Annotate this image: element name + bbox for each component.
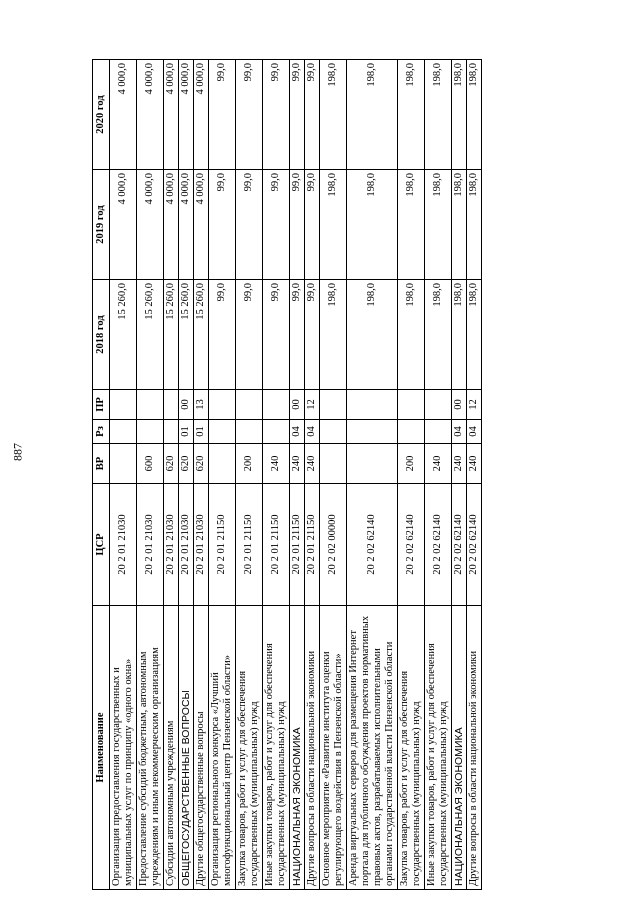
cell-vr: 620	[164, 444, 179, 484]
cell-2018: 15 260,0	[164, 280, 179, 390]
cell-2020: 4 000,0	[179, 60, 194, 170]
cell-2018: 198,0	[467, 280, 482, 390]
cell-2020: 198,0	[347, 60, 398, 170]
cell-2018: 99,0	[263, 280, 290, 390]
cell-vr	[110, 444, 137, 484]
cell-rz	[320, 420, 347, 444]
cell-2020: 4 000,0	[194, 60, 209, 170]
cell-2019: 4 000,0	[137, 170, 164, 280]
header-rz: Рз	[93, 420, 110, 444]
page-number-area	[0, 0, 36, 905]
cell-2018: 198,0	[320, 280, 347, 390]
cell-vr: 620	[194, 444, 209, 484]
cell-name: Другие общегосударственные вопросы	[194, 606, 209, 890]
cell-rz	[137, 420, 164, 444]
cell-2019: 198,0	[320, 170, 347, 280]
cell-pr	[398, 390, 425, 420]
table-row	[305, 60, 320, 890]
cell-pr	[425, 390, 452, 420]
cell-2018: 15 260,0	[137, 280, 164, 390]
cell-name: Субсидии автономным учреждениям	[164, 606, 179, 890]
cell-pr: 13	[194, 390, 209, 420]
cell-2018: 99,0	[236, 280, 263, 390]
table-row	[209, 60, 236, 890]
cell-2019: 99,0	[209, 170, 236, 280]
cell-rz	[347, 420, 398, 444]
cell-rz	[164, 420, 179, 444]
cell-csr: 20 2 01 21150	[263, 484, 290, 606]
cell-csr: 20 2 01 21150	[305, 484, 320, 606]
cell-name: Другие вопросы в области национальной экономики	[467, 606, 482, 890]
cell-2018: 15 260,0	[194, 280, 209, 390]
cell-2019: 99,0	[236, 170, 263, 280]
cell-pr	[110, 390, 137, 420]
cell-csr: 20 2 01 21030	[137, 484, 164, 606]
cell-rz: 01	[179, 420, 194, 444]
cell-name: Основное мероприятие «Развитие института оценки регулирующего воздействия в Пензенской области»	[320, 606, 347, 890]
table-row	[452, 60, 467, 890]
page-number: 887	[10, 443, 25, 461]
table-row	[320, 60, 347, 890]
cell-vr: 200	[236, 444, 263, 484]
header-csr: ЦСР	[93, 484, 110, 606]
header-vr: ВР	[93, 444, 110, 484]
cell-pr	[209, 390, 236, 420]
cell-pr	[236, 390, 263, 420]
cell-csr: 20 2 01 21150	[290, 484, 305, 606]
cell-vr: 240	[452, 444, 467, 484]
table-row	[398, 60, 425, 890]
table-body	[110, 60, 482, 890]
cell-pr	[164, 390, 179, 420]
cell-2018: 99,0	[209, 280, 236, 390]
cell-2019: 4 000,0	[179, 170, 194, 280]
cell-rz: 04	[290, 420, 305, 444]
table-row	[179, 60, 194, 890]
cell-name: Иные закупки товаров, работ и услуг для обеспечения государственных (муниципальных) нужд	[425, 606, 452, 890]
cell-rz: 04	[467, 420, 482, 444]
cell-csr: 20 2 02 62140	[425, 484, 452, 606]
cell-rz	[236, 420, 263, 444]
cell-2018: 198,0	[452, 280, 467, 390]
cell-vr	[320, 444, 347, 484]
cell-2018: 99,0	[290, 280, 305, 390]
cell-csr: 20 2 01 21150	[236, 484, 263, 606]
cell-pr: 00	[179, 390, 194, 420]
cell-2018: 15 260,0	[110, 280, 137, 390]
cell-name: Закупка товаров, работ и услуг для обеспечения государственных (муниципальных) нужд	[398, 606, 425, 890]
header-2018: 2018 год	[93, 280, 110, 390]
cell-csr: 20 2 01 21030	[194, 484, 209, 606]
cell-name: Предоставление субсидий бюджетным, автономным учреждениям и иным некоммерческим организациям	[137, 606, 164, 890]
cell-pr: 00	[290, 390, 305, 420]
cell-name: Другие вопросы в области национальной экономики	[305, 606, 320, 890]
cell-2019: 4 000,0	[194, 170, 209, 280]
cell-2018: 99,0	[305, 280, 320, 390]
cell-2020: 198,0	[425, 60, 452, 170]
cell-2020: 198,0	[452, 60, 467, 170]
cell-pr: 00	[452, 390, 467, 420]
cell-csr: 20 2 01 21030	[110, 484, 137, 606]
cell-2018: 15 260,0	[179, 280, 194, 390]
cell-2018: 198,0	[425, 280, 452, 390]
cell-2020: 198,0	[320, 60, 347, 170]
table-header-row	[93, 60, 110, 890]
cell-2019: 198,0	[398, 170, 425, 280]
header-pr: ПР	[93, 390, 110, 420]
table-row	[347, 60, 398, 890]
cell-name: ОБЩЕГОСУДАРСТВЕННЫЕ ВОПРОСЫ	[179, 606, 194, 890]
table-row	[425, 60, 452, 890]
cell-2019: 198,0	[467, 170, 482, 280]
cell-name: Закупка товаров, работ и услуг для обеспечения государственных (муниципальных) нужд	[236, 606, 263, 890]
cell-csr: 20 2 02 62140	[467, 484, 482, 606]
cell-2019: 99,0	[305, 170, 320, 280]
cell-2018: 198,0	[347, 280, 398, 390]
table-row	[290, 60, 305, 890]
cell-pr: 12	[305, 390, 320, 420]
cell-2019: 99,0	[263, 170, 290, 280]
cell-rz	[209, 420, 236, 444]
cell-csr: 20 2 02 62140	[347, 484, 398, 606]
cell-2018: 198,0	[398, 280, 425, 390]
table-row	[467, 60, 482, 890]
cell-vr: 240	[425, 444, 452, 484]
cell-2019: 198,0	[347, 170, 398, 280]
header-2020: 2020 год	[93, 60, 110, 170]
rotated-page-content	[92, 60, 537, 890]
cell-2020: 198,0	[398, 60, 425, 170]
cell-2020: 4 000,0	[164, 60, 179, 170]
cell-2020: 99,0	[305, 60, 320, 170]
cell-rz	[425, 420, 452, 444]
table-row	[236, 60, 263, 890]
cell-2019: 4 000,0	[164, 170, 179, 280]
cell-2019: 4 000,0	[110, 170, 137, 280]
cell-rz: 01	[194, 420, 209, 444]
cell-vr: 240	[305, 444, 320, 484]
cell-vr: 240	[263, 444, 290, 484]
cell-vr: 240	[467, 444, 482, 484]
cell-2020: 4 000,0	[110, 60, 137, 170]
cell-pr	[320, 390, 347, 420]
cell-pr: 12	[467, 390, 482, 420]
cell-vr	[347, 444, 398, 484]
cell-csr: 20 2 01 21150	[209, 484, 236, 606]
budget-table	[92, 59, 482, 890]
cell-vr: 200	[398, 444, 425, 484]
cell-rz	[263, 420, 290, 444]
cell-2020: 198,0	[467, 60, 482, 170]
table-row	[194, 60, 209, 890]
cell-2020: 99,0	[290, 60, 305, 170]
table-row	[110, 60, 137, 890]
cell-pr	[263, 390, 290, 420]
cell-csr: 20 2 02 62140	[398, 484, 425, 606]
cell-csr: 20 2 02 62140	[452, 484, 467, 606]
cell-2019: 198,0	[452, 170, 467, 280]
cell-pr	[137, 390, 164, 420]
cell-vr: 620	[179, 444, 194, 484]
cell-pr	[347, 390, 398, 420]
cell-2019: 99,0	[290, 170, 305, 280]
cell-2020: 99,0	[236, 60, 263, 170]
cell-2020: 4 000,0	[137, 60, 164, 170]
table-row	[137, 60, 164, 890]
cell-2020: 99,0	[209, 60, 236, 170]
cell-vr	[209, 444, 236, 484]
cell-csr: 20 2 01 21030	[164, 484, 179, 606]
cell-vr: 240	[290, 444, 305, 484]
cell-name: НАЦИОНАЛЬНАЯ ЭКОНОМИКА	[290, 606, 305, 890]
cell-name: Аренда виртуальных серверов для размещения Интернет портала для публичного обсуждения проектов нормативных правовых актов, разрабатываемых исполнительными органами государственной власти Пензенской области	[347, 606, 398, 890]
cell-name: Иные закупки товаров, работ и услуг для обеспечения государственных (муниципальных) нужд	[263, 606, 290, 890]
table-row	[164, 60, 179, 890]
cell-rz: 04	[305, 420, 320, 444]
cell-2019: 198,0	[425, 170, 452, 280]
header-name: Наименование	[93, 606, 110, 890]
cell-rz	[110, 420, 137, 444]
cell-rz: 04	[452, 420, 467, 444]
cell-rz	[398, 420, 425, 444]
cell-csr: 20 2 02 00000	[320, 484, 347, 606]
header-2019: 2019 год	[93, 170, 110, 280]
cell-csr: 20 2 01 21030	[179, 484, 194, 606]
cell-vr: 600	[137, 444, 164, 484]
cell-name: Организация предоставления государственных и муниципальных услуг по принципу «одного окна»	[110, 606, 137, 890]
table-row	[263, 60, 290, 890]
cell-2020: 99,0	[263, 60, 290, 170]
cell-name: Организация регионального конкурса «Лучший многофункциональный центр Пензенской области»	[209, 606, 236, 890]
cell-name: НАЦИОНАЛЬНАЯ ЭКОНОМИКА	[452, 606, 467, 890]
